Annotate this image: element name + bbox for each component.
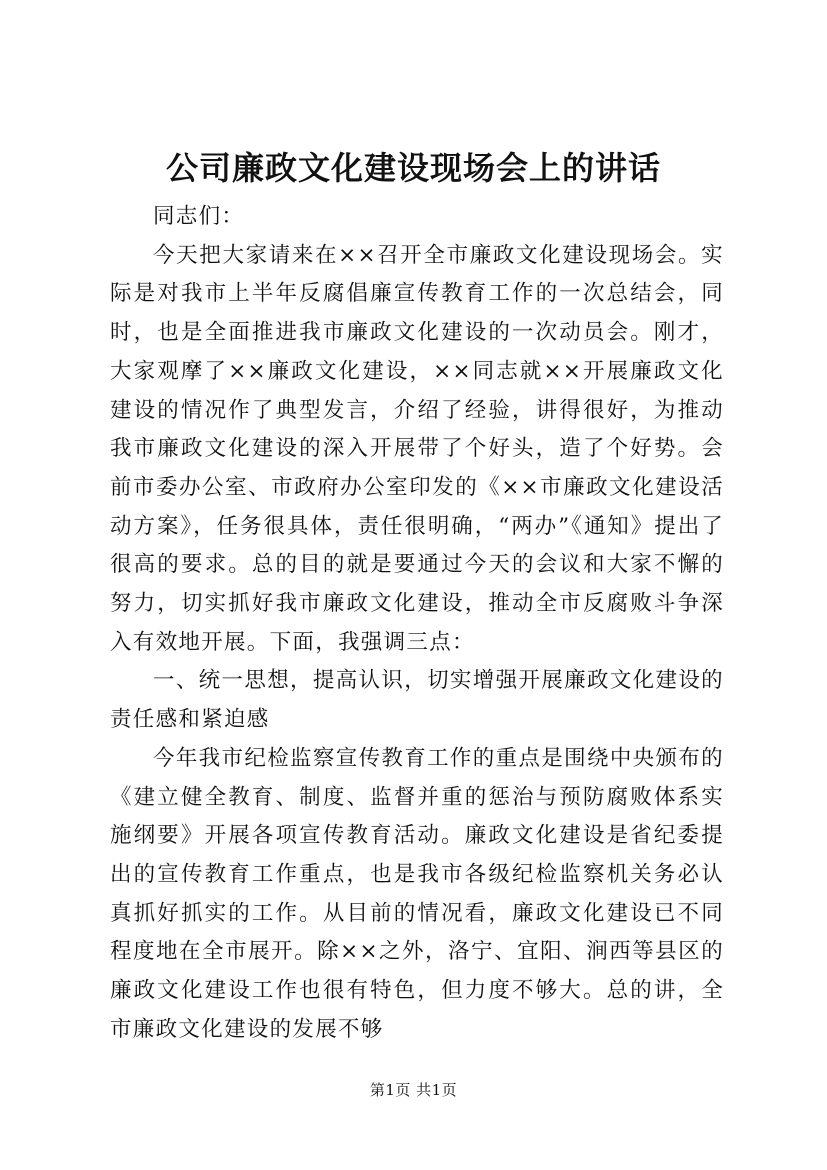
document-title: 公司廉政文化建设现场会上的讲话 bbox=[165, 149, 661, 187]
section-heading-1: 一、统一思想，提高认识，切实增强开展廉政文化建设的责任感和紧迫感 bbox=[110, 668, 724, 733]
page-footer: 第1页 共1页 bbox=[369, 1081, 458, 1099]
paragraph-intro: 今天把大家请来在××召开全市廉政文化建设现场会。实际是对我市上半年反腐倡廉宣传教育工作的一次总结会，同时，也是全面推进我市廉政文化建设的一次动员会。刚才，大家观摩了××廉政文化建设，××同志就××开展廉政文化建设的情况作了典型发言，介绍了经验，讲得很好，为推动我市廉政文化建设的深入开展带了个好头，造了个好势。会前市委办公室、市政府办公室印发的《××市廉政文化建设活动方案》，任务很具体，责任很明确，“两办”《通知》提出了很高的要求。总的目的就是要通过今天的会议和大家不懈的努力，切实抓好我市廉政文化建设，推动全市反腐败斗争深入有效地开展。下面，我强调三点： bbox=[110, 242, 724, 655]
paragraph-section-1: 今年我市纪检监察宣传教育工作的重点是围绕中央颁布的《建立健全教育、制度、监督并重的惩治与预防腐败体系实施纲要》开展各项宣传教育活动。廉政文化建设是省纪委提出的宣传教育工作重点，也是我市各级纪检监察机关务必认真抓好抓实的工作。从目前的情况看，廉政文化建设已不同程度地在全市展开。除××之外，洛宁、宜阳、涧西等县区的廉政文化建设工作也很有特色，但力度不够大。总的讲，全市廉政文化建设的发展不够 bbox=[110, 745, 724, 1042]
greeting-paragraph: 同志们： bbox=[153, 204, 245, 229]
document-body bbox=[110, 198, 724, 1049]
